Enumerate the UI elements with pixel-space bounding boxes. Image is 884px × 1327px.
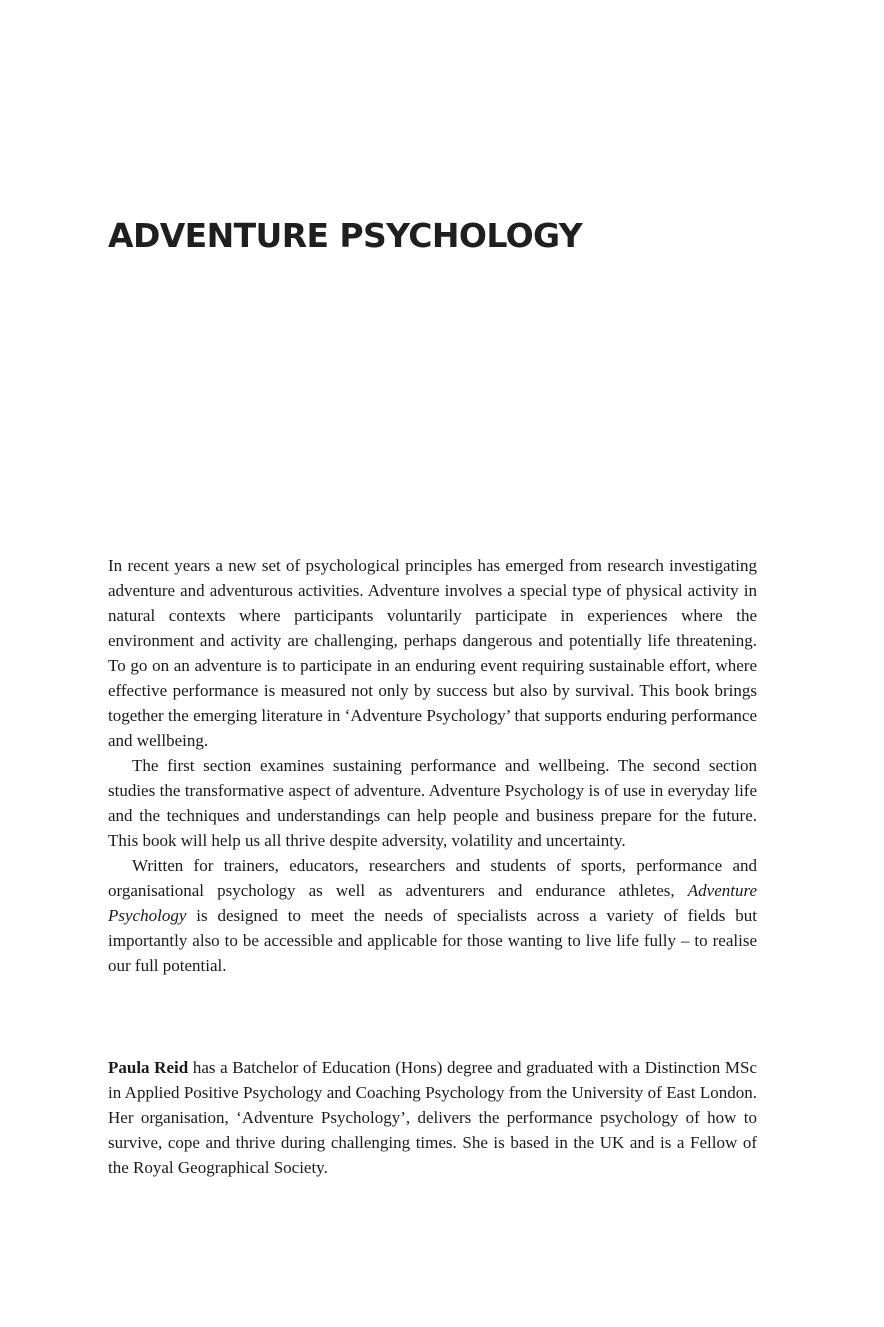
- author-bio: [108, 1055, 757, 1180]
- author-name: Paula Reid: [108, 1058, 189, 1077]
- description-paragraph-3-lead: Written for trainers, educators, researchers and students of sports, performance and organisational psychology as well as adventurers and endurance athletes,: [108, 856, 757, 900]
- author-bio-text: has a Batchelor of Education (Hons) degree and graduated with a Distinction MSc in Applied Positive Psychology and Coaching Psychology from the University of East London. Her organisation, ‘Adventure Psychology’, delivers the performance psychology of how to survive, cope and thrive during challenging times. She is based in the UK and is a Fellow of the Royal Geographical Society.: [108, 1058, 758, 1177]
- page-title: ADVENTURE PSYCHOLOGY: [108, 216, 583, 255]
- description-paragraph-3: [108, 853, 757, 978]
- description-paragraph-1: In recent years a new set of psychological principles has emerged from research investigating adventure and adventurous activities. Adventure involves a special type of physical activity in natural contexts where participants voluntarily participate in experiences where the environment and activity are challenging, perhaps dangerous and potentially life threatening. To go on an adventure is to participate in an enduring event requiring sustainable effort, where effective performance is measured not only by success but also by survival. This book brings together the emerging literature in ‘Adventure Psychology’ that supports enduring performance and wellbeing.: [108, 556, 757, 750]
- book-description: [108, 553, 757, 978]
- book-title-italic: Adventure Psychology: [108, 881, 757, 925]
- description-paragraph-3-rest: is designed to meet the needs of specialists across a variety of fields but importantly also to be accessible and applicable for those wanting to live life fully – to realise our full potential.: [108, 906, 758, 975]
- description-paragraph-2: The first section examines sustaining performance and wellbeing. The second section studies the transformative aspect of adventure. Adventure Psychology is of use in everyday life and the techniques and understandings can help people and business prepare for the future. This book will help us all thrive despite adversity, volatility and uncertainty.: [108, 756, 757, 850]
